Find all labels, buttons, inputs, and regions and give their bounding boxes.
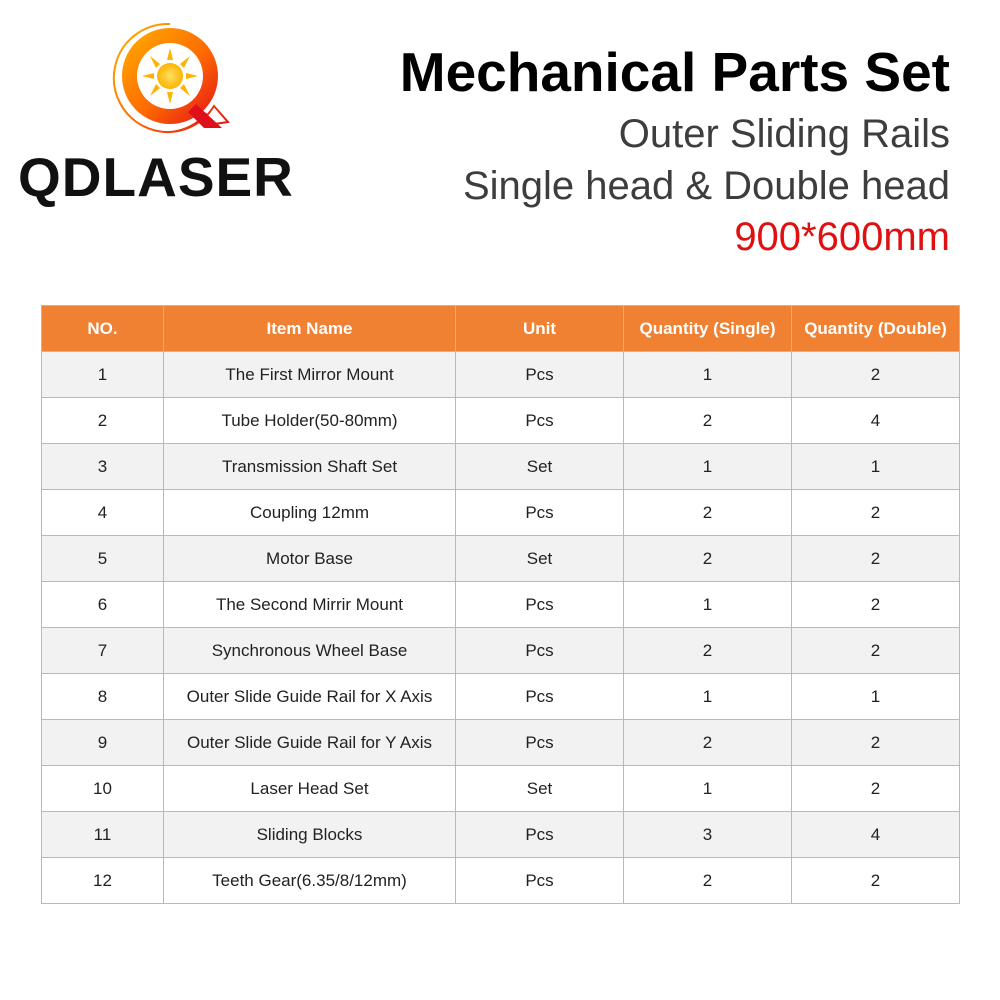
parts-table <box>41 305 960 904</box>
cell-no: 4 <box>42 490 164 536</box>
cell-qty-double: 2 <box>792 536 960 582</box>
cell-qty-single: 2 <box>624 858 792 904</box>
cell-qty-single: 1 <box>624 674 792 720</box>
cell-no: 5 <box>42 536 164 582</box>
cell-qty-double: 4 <box>792 398 960 444</box>
cell-no: 10 <box>42 766 164 812</box>
table-row <box>42 628 960 674</box>
cell-unit: Pcs <box>456 628 624 674</box>
cell-qty-single: 1 <box>624 766 792 812</box>
cell-unit: Pcs <box>456 582 624 628</box>
cell-item-name: Outer Slide Guide Rail for Y Axis <box>164 720 456 766</box>
cell-no: 6 <box>42 582 164 628</box>
table-header-row <box>42 306 960 352</box>
cell-qty-double: 2 <box>792 352 960 398</box>
cell-unit: Pcs <box>456 490 624 536</box>
cell-qty-double: 2 <box>792 582 960 628</box>
cell-unit: Pcs <box>456 398 624 444</box>
cell-item-name: Tube Holder(50-80mm) <box>164 398 456 444</box>
cell-item-name: The Second Mirrir Mount <box>164 582 456 628</box>
size-label: 900*600mm <box>734 215 950 259</box>
subtitle-heads: Single head & Double head <box>462 164 950 208</box>
cell-qty-single: 2 <box>624 398 792 444</box>
cell-qty-single: 2 <box>624 720 792 766</box>
cell-qty-double: 4 <box>792 812 960 858</box>
cell-qty-single: 2 <box>624 490 792 536</box>
cell-unit: Pcs <box>456 674 624 720</box>
column-header-qty-single: Quantity (Single) <box>624 306 792 352</box>
table-row <box>42 812 960 858</box>
cell-item-name: Sliding Blocks <box>164 812 456 858</box>
product-heading <box>330 36 950 262</box>
cell-item-name: Teeth Gear(6.35/8/12mm) <box>164 858 456 904</box>
cell-qty-double: 1 <box>792 674 960 720</box>
cell-unit: Pcs <box>456 720 624 766</box>
cell-unit: Set <box>456 444 624 490</box>
cell-no: 9 <box>42 720 164 766</box>
cell-qty-double: 2 <box>792 720 960 766</box>
sun-logo-icon <box>110 18 230 138</box>
column-header-no: NO. <box>42 306 164 352</box>
table-row <box>42 674 960 720</box>
brand-name: QDLASER <box>18 146 294 208</box>
table-row <box>42 766 960 812</box>
cell-item-name: Laser Head Set <box>164 766 456 812</box>
table-row <box>42 352 960 398</box>
cell-item-name: Transmission Shaft Set <box>164 444 456 490</box>
cell-qty-double: 1 <box>792 444 960 490</box>
cell-no: 2 <box>42 398 164 444</box>
cell-qty-single: 1 <box>624 444 792 490</box>
page-title: Mechanical Parts Set <box>399 41 950 103</box>
table-row <box>42 720 960 766</box>
cell-qty-single: 1 <box>624 352 792 398</box>
cell-no: 3 <box>42 444 164 490</box>
cell-unit: Set <box>456 766 624 812</box>
cell-unit: Pcs <box>456 812 624 858</box>
cell-qty-single: 2 <box>624 536 792 582</box>
cell-unit: Pcs <box>456 858 624 904</box>
subtitle-rails: Outer Sliding Rails <box>618 112 950 156</box>
table-row <box>42 582 960 628</box>
cell-qty-single: 2 <box>624 628 792 674</box>
cell-qty-double: 2 <box>792 490 960 536</box>
table-row <box>42 536 960 582</box>
table-row <box>42 398 960 444</box>
cell-no: 8 <box>42 674 164 720</box>
cell-qty-single: 3 <box>624 812 792 858</box>
cell-unit: Set <box>456 536 624 582</box>
cell-no: 1 <box>42 352 164 398</box>
cell-item-name: Synchronous Wheel Base <box>164 628 456 674</box>
column-header-qty-double: Quantity (Double) <box>792 306 960 352</box>
cell-no: 7 <box>42 628 164 674</box>
cell-no: 11 <box>42 812 164 858</box>
cell-qty-double: 2 <box>792 766 960 812</box>
column-header-unit: Unit <box>456 306 624 352</box>
cell-item-name: The First Mirror Mount <box>164 352 456 398</box>
table-row <box>42 444 960 490</box>
cell-item-name: Motor Base <box>164 536 456 582</box>
cell-item-name: Coupling 12mm <box>164 490 456 536</box>
cell-item-name: Outer Slide Guide Rail for X Axis <box>164 674 456 720</box>
column-header-item-name: Item Name <box>164 306 456 352</box>
table-row <box>42 490 960 536</box>
cell-qty-single: 1 <box>624 582 792 628</box>
brand-logo <box>18 18 318 208</box>
cell-unit: Pcs <box>456 352 624 398</box>
cell-qty-double: 2 <box>792 858 960 904</box>
cell-qty-double: 2 <box>792 628 960 674</box>
cell-no: 12 <box>42 858 164 904</box>
table-row <box>42 858 960 904</box>
